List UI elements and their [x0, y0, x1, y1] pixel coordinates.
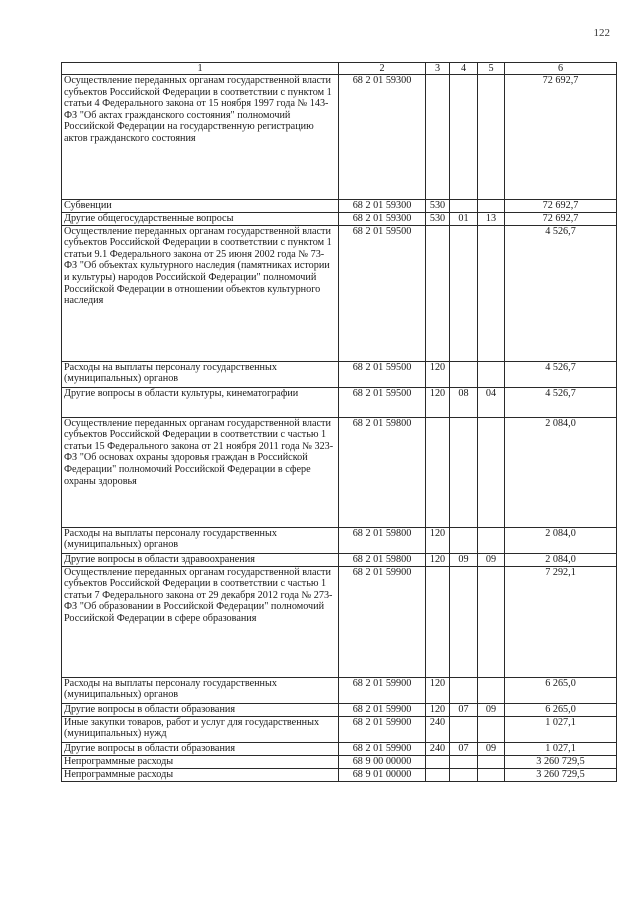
- page-number: 122: [593, 27, 610, 39]
- row-section: [450, 527, 478, 553]
- row-amount: 3 260 729,5: [505, 755, 617, 768]
- row-subsection: [478, 716, 505, 742]
- row-name: Субвенции: [62, 200, 339, 213]
- row-section: [450, 225, 478, 361]
- row-target-code: 68 2 01 59300: [339, 75, 426, 200]
- row-amount: 2 084,0: [505, 553, 617, 566]
- row-subsection: [478, 768, 505, 781]
- row-name: Осуществление переданных органам государственной власти субъектов Российской Федерации в соответствии с частью 1 статьи 15 Федерального закона от 21 ноября 2011 года № 323-ФЗ "Об основах охраны здоровья граждан в Российской Федерации" полномочий Российской Федерации в сфере охраны здоровья: [62, 417, 339, 527]
- row-name: Другие вопросы в области образования: [62, 703, 339, 716]
- row-amount: 4 526,7: [505, 387, 617, 417]
- row-subsection: [478, 200, 505, 213]
- table-row: [62, 677, 617, 703]
- row-section: 01: [450, 213, 478, 226]
- table-row: [62, 566, 617, 677]
- row-subsection: [478, 566, 505, 677]
- row-name: Другие вопросы в области образования: [62, 742, 339, 755]
- row-subsection: [478, 417, 505, 527]
- row-section: [450, 716, 478, 742]
- table-row: [62, 755, 617, 768]
- table-row: [62, 200, 617, 213]
- row-subsection: 09: [478, 703, 505, 716]
- row-expense-type: 120: [426, 553, 450, 566]
- row-amount: 72 692,7: [505, 200, 617, 213]
- table-row: [62, 553, 617, 566]
- row-name: Другие общегосударственные вопросы: [62, 213, 339, 226]
- table-row: [62, 703, 617, 716]
- row-target-code: 68 2 01 59800: [339, 417, 426, 527]
- row-section: [450, 75, 478, 200]
- row-section: 07: [450, 742, 478, 755]
- column-header-name: 1: [62, 63, 339, 75]
- row-target-code: 68 2 01 59900: [339, 566, 426, 677]
- table-row: [62, 387, 617, 417]
- row-name: Расходы на выплаты персоналу государственных (муниципальных) органов: [62, 361, 339, 387]
- row-expense-type: [426, 225, 450, 361]
- row-amount: 1 027,1: [505, 742, 617, 755]
- table-body: [62, 75, 617, 782]
- row-amount: 6 265,0: [505, 677, 617, 703]
- row-subsection: [478, 677, 505, 703]
- row-name: Непрограммные расходы: [62, 768, 339, 781]
- row-expense-type: 240: [426, 716, 450, 742]
- row-subsection: [478, 361, 505, 387]
- row-section: [450, 768, 478, 781]
- row-subsection: [478, 755, 505, 768]
- row-expense-type: [426, 566, 450, 677]
- row-subsection: [478, 527, 505, 553]
- row-amount: 1 027,1: [505, 716, 617, 742]
- row-subsection: [478, 75, 505, 200]
- row-section: 07: [450, 703, 478, 716]
- row-name: Иные закупки товаров, работ и услуг для государственных (муниципальных) нужд: [62, 716, 339, 742]
- row-expense-type: [426, 75, 450, 200]
- column-header-amount: 6: [505, 63, 617, 75]
- table-row: [62, 742, 617, 755]
- row-target-code: 68 2 01 59500: [339, 225, 426, 361]
- row-target-code: 68 2 01 59800: [339, 527, 426, 553]
- row-amount: 2 084,0: [505, 527, 617, 553]
- row-subsection: [478, 225, 505, 361]
- table-row: [62, 361, 617, 387]
- row-expense-type: 120: [426, 703, 450, 716]
- row-section: 08: [450, 387, 478, 417]
- table-row: [62, 417, 617, 527]
- row-name: Осуществление переданных органам государственной власти субъектов Российской Федерации в соответствии с частью 1 статьи 7 Федерального закона от 29 декабря 2012 года № 273-ФЗ "Об образовании в Российской Федерации" полномочий Российской Федерации в сфере образования: [62, 566, 339, 677]
- row-target-code: 68 9 00 00000: [339, 755, 426, 768]
- column-header-subsection: 5: [478, 63, 505, 75]
- row-name: Осуществление переданных органам государственной власти субъектов Российской Федерации в соответствии с пунктом 1 статьи 9.1 Федерального закона от 25 июня 2002 года № 73-ФЗ "Об объектах культурного наследия (памятниках истории и культуры) народов Российской Федерации" полномочий Российской Федерации в отношении объектов культурного наследия: [62, 225, 339, 361]
- row-subsection: 04: [478, 387, 505, 417]
- row-expense-type: 530: [426, 200, 450, 213]
- row-expense-type: 530: [426, 213, 450, 226]
- row-subsection: 09: [478, 553, 505, 566]
- row-target-code: 68 2 01 59500: [339, 387, 426, 417]
- row-amount: 3 260 729,5: [505, 768, 617, 781]
- row-amount: 4 526,7: [505, 225, 617, 361]
- row-name: Непрограммные расходы: [62, 755, 339, 768]
- row-name: Расходы на выплаты персоналу государственных (муниципальных) органов: [62, 677, 339, 703]
- row-name: Другие вопросы в области здравоохранения: [62, 553, 339, 566]
- row-expense-type: 120: [426, 387, 450, 417]
- row-amount: 72 692,7: [505, 75, 617, 200]
- table-header-row: [62, 63, 617, 75]
- column-header-expense-type: 3: [426, 63, 450, 75]
- table-row: [62, 75, 617, 200]
- row-section: [450, 677, 478, 703]
- table-row: [62, 213, 617, 226]
- row-name: Осуществление переданных органам государственной власти субъектов Российской Федерации в соответствии с пунктом 1 статьи 4 Федерального закона от 15 ноября 1997 года № 143-ФЗ "Об актах гражданского состояния" полномочий Российской Федерации на государственную регистрацию актов гражданского состояния: [62, 75, 339, 200]
- table-row: [62, 716, 617, 742]
- row-target-code: 68 2 01 59300: [339, 213, 426, 226]
- row-subsection: 13: [478, 213, 505, 226]
- row-expense-type: 120: [426, 677, 450, 703]
- row-section: 09: [450, 553, 478, 566]
- row-expense-type: 120: [426, 527, 450, 553]
- row-target-code: 68 2 01 59900: [339, 703, 426, 716]
- row-target-code: 68 9 01 00000: [339, 768, 426, 781]
- row-section: [450, 361, 478, 387]
- row-section: [450, 755, 478, 768]
- row-section: [450, 200, 478, 213]
- row-subsection: 09: [478, 742, 505, 755]
- row-target-code: 68 2 01 59800: [339, 553, 426, 566]
- row-amount: 2 084,0: [505, 417, 617, 527]
- row-section: [450, 417, 478, 527]
- row-amount: 6 265,0: [505, 703, 617, 716]
- row-target-code: 68 2 01 59300: [339, 200, 426, 213]
- column-header-section: 4: [450, 63, 478, 75]
- row-expense-type: [426, 755, 450, 768]
- budget-table: [61, 62, 617, 782]
- table-row: [62, 768, 617, 781]
- row-name: Расходы на выплаты персоналу государственных (муниципальных) органов: [62, 527, 339, 553]
- row-expense-type: [426, 768, 450, 781]
- row-amount: 7 292,1: [505, 566, 617, 677]
- row-target-code: 68 2 01 59500: [339, 361, 426, 387]
- row-expense-type: 120: [426, 361, 450, 387]
- row-expense-type: 240: [426, 742, 450, 755]
- column-header-code: 2: [339, 63, 426, 75]
- row-target-code: 68 2 01 59900: [339, 716, 426, 742]
- row-name: Другие вопросы в области культуры, кинематографии: [62, 387, 339, 417]
- row-target-code: 68 2 01 59900: [339, 742, 426, 755]
- table-row: [62, 527, 617, 553]
- row-target-code: 68 2 01 59900: [339, 677, 426, 703]
- row-section: [450, 566, 478, 677]
- row-amount: 72 692,7: [505, 213, 617, 226]
- row-amount: 4 526,7: [505, 361, 617, 387]
- table-row: [62, 225, 617, 361]
- row-expense-type: [426, 417, 450, 527]
